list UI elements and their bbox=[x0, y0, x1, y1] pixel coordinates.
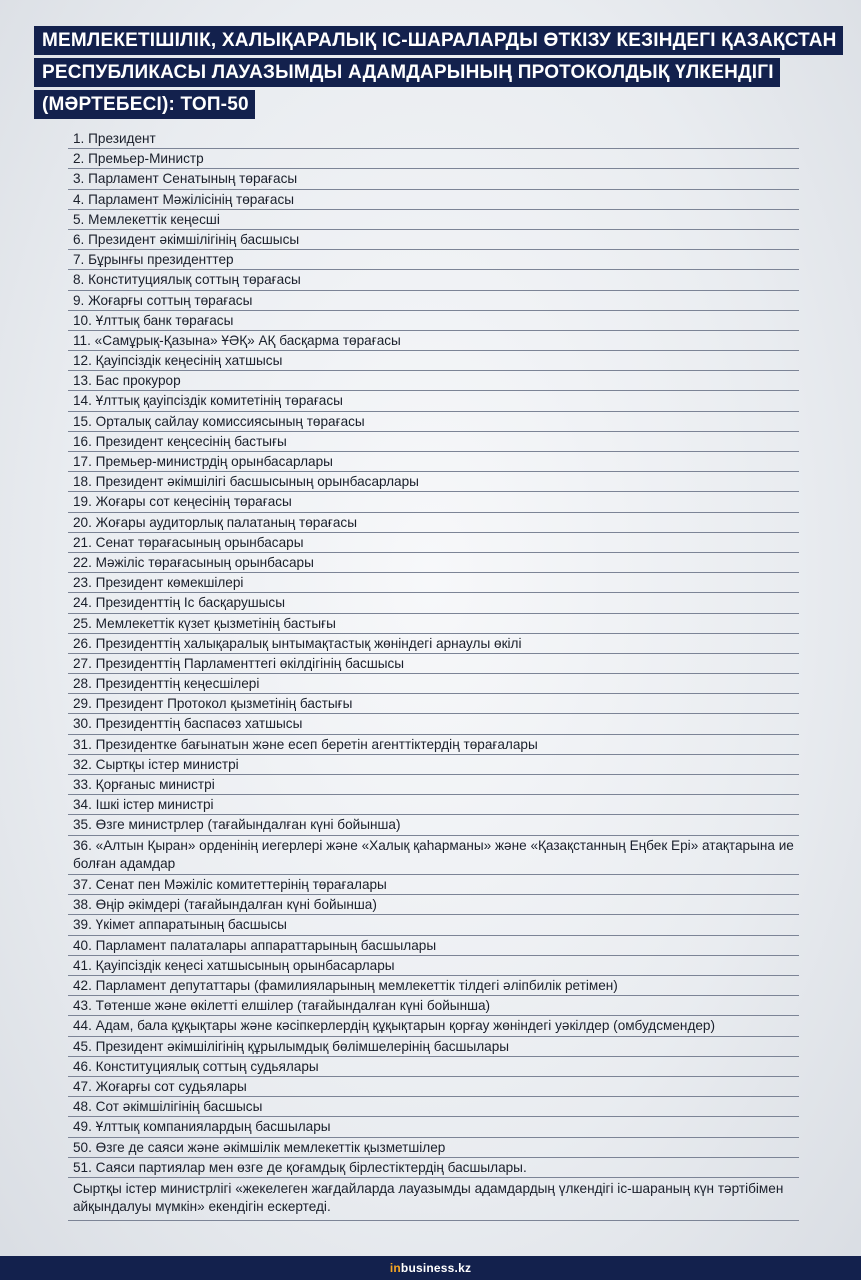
list-item: 43. Төтенше және өкілетті елшілер (тағайындалған күні бойынша) bbox=[68, 996, 799, 1016]
list-item: 19. Жоғары сот кеңесінің төрағасы bbox=[68, 492, 799, 512]
list-item: 27. Президенттің Парламенттегі өкілдігінің басшысы bbox=[68, 654, 799, 674]
list-item: 10. Ұлттық банк төрағасы bbox=[68, 311, 799, 331]
title-line-1: МЕМЛЕКЕТІШІЛІК, ХАЛЫҚАРАЛЫҚ ІС-ШАРАЛАРДЫ ӨТКІЗУ КЕЗІНДЕГІ ҚАЗАҚСТАН bbox=[34, 26, 843, 55]
ranking-list bbox=[68, 129, 799, 1221]
list-item: 50. Өзге де саяси және әкімшілік мемлекеттік қызметшілер bbox=[68, 1138, 799, 1158]
list-item: 2. Премьер-Министр bbox=[68, 149, 799, 169]
list-item: 44. Адам, бала құқықтары және кәсіпкерлердің құқықтарын қорғау жөніндегі уәкілдер (омбудсмендер) bbox=[68, 1016, 799, 1036]
list-item: 20. Жоғары аудиторлық палатаның төрағасы bbox=[68, 513, 799, 533]
list-item: 35. Өзге министрлер (тағайындалған күні бойынша) bbox=[68, 815, 799, 835]
list-item: 32. Сыртқы істер министрі bbox=[68, 755, 799, 775]
list-item: 46. Конституциялық соттың судьялары bbox=[68, 1057, 799, 1077]
list-item: 7. Бұрынғы президенттер bbox=[68, 250, 799, 270]
list-item: 51. Саяси партиялар мен өзге де қоғамдық бірлестіктердің басшылары. bbox=[68, 1158, 799, 1178]
list-item: 34. Ішкі істер министрі bbox=[68, 795, 799, 815]
list-item: 13. Бас прокурор bbox=[68, 371, 799, 391]
brand-suffix: .kz bbox=[454, 1261, 472, 1275]
list-item: 22. Мәжіліс төрағасының орынбасары bbox=[68, 553, 799, 573]
list-item: 26. Президенттің халықаралық ынтымақтастық жөніндегі арнаулы өкілі bbox=[68, 634, 799, 654]
list-item: 48. Сот әкімшілігінің басшысы bbox=[68, 1097, 799, 1117]
list-item: 4. Парламент Мәжілісінің төрағасы bbox=[68, 190, 799, 210]
list-item: 1. Президент bbox=[68, 129, 799, 149]
list-item: 42. Парламент депутаттары (фамилияларының мемлекеттік тілдегі әліпбилік ретімен) bbox=[68, 976, 799, 996]
list-item: 24. Президенттің Іс басқарушысы bbox=[68, 593, 799, 613]
list-item: 5. Мемлекеттік кеңесші bbox=[68, 210, 799, 230]
list-item: 40. Парламент палаталары аппараттарының басшылары bbox=[68, 936, 799, 956]
list-item: 25. Мемлекеттік күзет қызметінің бастығы bbox=[68, 614, 799, 634]
list-item: 29. Президент Протокол қызметінің бастығы bbox=[68, 694, 799, 714]
list-item: 9. Жоғарғы соттың төрағасы bbox=[68, 291, 799, 311]
list-item: 49. Ұлттық компаниялардың басшылары bbox=[68, 1117, 799, 1137]
list-item: 3. Парламент Сенатының төрағасы bbox=[68, 169, 799, 189]
list-item: 31. Президентке бағынатын және есеп беретін агенттіктердің төрағалары bbox=[68, 735, 799, 755]
list-item: 36. «Алтын Қыран» орденінің иегерлері және «Халық қаһарманы» және «Қазақстанның Еңбек Ері» атақтарына ие болған адамдар bbox=[68, 836, 799, 876]
list-item: 12. Қауіпсіздік кеңесінің хатшысы bbox=[68, 351, 799, 371]
list-item: 37. Сенат пен Мәжіліс комитеттерінің төрағалары bbox=[68, 875, 799, 895]
list-item: 17. Премьер-министрдің орынбасарлары bbox=[68, 452, 799, 472]
list-item: 30. Президенттің баспасөз хатшысы bbox=[68, 714, 799, 734]
list-item: 41. Қауіпсіздік кеңесі хатшысының орынбасарлары bbox=[68, 956, 799, 976]
note-text: Сыртқы істер министрлігі «жекелеген жағдайларда лауазымды адамдардың үлкендігі іс-шараның күн тәртібімен айқындалуы мүмкін» екендігін ескертеді. bbox=[68, 1178, 799, 1221]
list-item: 8. Конституциялық соттың төрағасы bbox=[68, 270, 799, 290]
brand-prefix: in bbox=[389, 1261, 401, 1275]
list-item: 47. Жоғарғы сот судьялары bbox=[68, 1077, 799, 1097]
list-item: 23. Президент көмекшілері bbox=[68, 573, 799, 593]
list-item: 14. Ұлттық қауіпсіздік комитетінің төрағасы bbox=[68, 391, 799, 411]
list-item: 6. Президент әкімшілігінің басшысы bbox=[68, 230, 799, 250]
brand-main: business bbox=[400, 1261, 455, 1275]
list-item: 11. «Самұрық-Қазына» ҰӘҚ» АҚ басқарма төрағасы bbox=[68, 331, 799, 351]
list-item: 33. Қорғаныс министрі bbox=[68, 775, 799, 795]
list-item: 39. Үкімет аппаратының басшысы bbox=[68, 915, 799, 935]
title-line-3: (МӘРТЕБЕСІ): ТОП-50 bbox=[34, 90, 255, 119]
list-item: 16. Президент кеңсесінің бастығы bbox=[68, 432, 799, 452]
list-item: 38. Өңір әкімдері (тағайындалған күні бойынша) bbox=[68, 895, 799, 915]
page-title bbox=[34, 26, 843, 122]
list-item: 21. Сенат төрағасының орынбасары bbox=[68, 533, 799, 553]
list-item: 28. Президенттің кеңесшілері bbox=[68, 674, 799, 694]
footer-bar bbox=[0, 1256, 861, 1280]
list-item: 45. Президент әкімшілігінің құрылымдық бөлімшелерінің басшылары bbox=[68, 1037, 799, 1057]
brand-logo[interactable] bbox=[390, 1261, 471, 1275]
title-line-2: РЕСПУБЛИКАСЫ ЛАУАЗЫМДЫ АДАМДАРЫНЫҢ ПРОТОКОЛДЫҚ ҮЛКЕНДІГІ bbox=[34, 58, 780, 87]
list-item: 15. Орталық сайлау комиссиясының төрағасы bbox=[68, 412, 799, 432]
list-item: 18. Президент әкімшілігі басшысының орынбасарлары bbox=[68, 472, 799, 492]
